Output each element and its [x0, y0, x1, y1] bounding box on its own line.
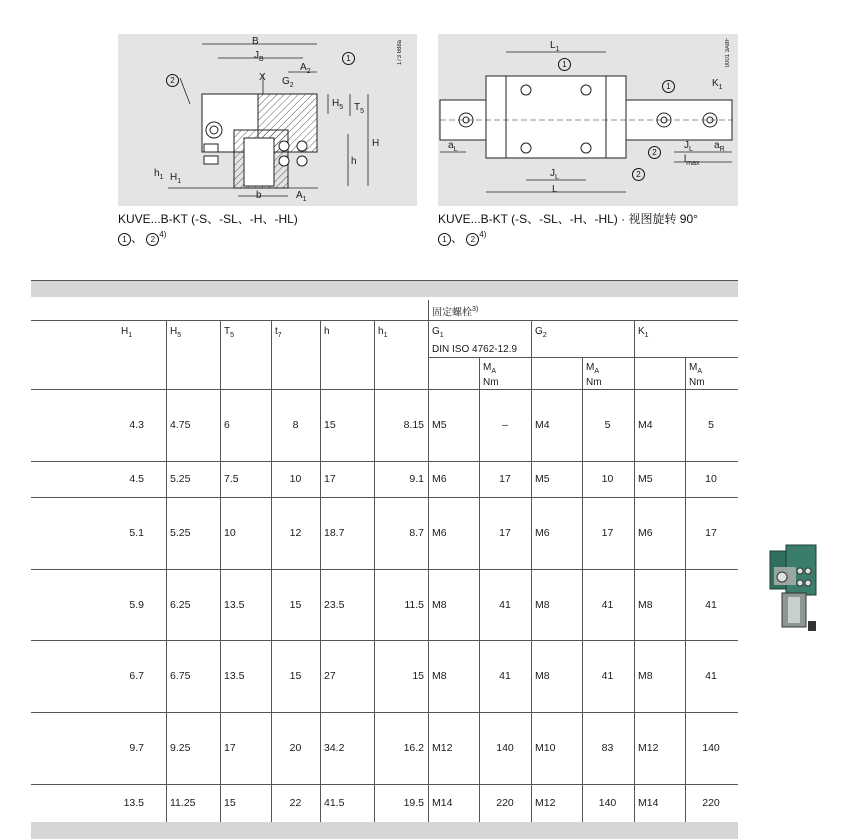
caption-left-note: 4): [159, 230, 167, 239]
table-cell: 4.3: [129, 419, 144, 431]
ma-unit: Nm: [689, 377, 705, 388]
table-cell: 220: [496, 797, 514, 809]
ma-sym: M: [586, 362, 595, 373]
col-sym: h: [324, 326, 330, 337]
ref-2b-right: [632, 166, 645, 181]
col-rule: [428, 300, 429, 822]
table-cell: 13.5: [224, 670, 245, 682]
table-cell: 15: [289, 670, 302, 682]
drawing-code-left: 173 688a: [397, 40, 403, 66]
dim-L: L: [552, 184, 558, 195]
col-sym: K: [638, 326, 645, 337]
dim-H5: [332, 98, 343, 114]
dim-G2-sub: 2: [289, 82, 294, 89]
table-cell: 15: [324, 419, 336, 431]
table-cell: 140: [598, 797, 617, 809]
caption-right-title: KUVE...B-KT (-S、-SL、-H、-HL) · 视图旋转 90°: [438, 212, 698, 226]
table-cell: M10: [535, 742, 556, 754]
table-cell: 220: [702, 797, 720, 809]
table-cell: 41.5: [324, 797, 345, 809]
table-cell: M6: [535, 527, 550, 539]
col-header-G1: [432, 326, 444, 342]
caption-left-title: KUVE...B-KT (-S、-SL、-H、-HL): [118, 212, 298, 226]
table-cell: 17: [705, 527, 717, 539]
dim-L1-sub: 1: [555, 46, 560, 53]
dim-H1: [170, 172, 181, 188]
table-cell: M8: [535, 670, 550, 682]
dim-h1: [154, 168, 163, 184]
col-sub: 1: [383, 332, 388, 339]
table-cell: 41: [601, 599, 614, 611]
table-cell: 6.75: [170, 670, 191, 682]
col-rule: [374, 320, 375, 822]
dim-aR-sym: a: [714, 140, 720, 151]
table-cell: 18.7: [324, 527, 345, 539]
col-sub: 1: [439, 332, 444, 339]
dim-lmax: [684, 154, 699, 170]
table-cell: 10: [601, 473, 614, 485]
col-sub: 1: [644, 332, 649, 339]
group-header-note: 3): [472, 306, 479, 313]
table-cell: 10: [705, 473, 717, 485]
rule: [31, 461, 738, 462]
dim-A2-sub: 2: [306, 68, 311, 75]
table-cell: 27: [324, 670, 336, 682]
table-cell: 7.5: [224, 473, 239, 485]
dim-X: X: [259, 72, 266, 83]
col-sub: 1: [128, 332, 133, 339]
col-rule: [479, 357, 480, 822]
table-cell: 15: [412, 670, 424, 682]
dim-aR: [714, 140, 725, 156]
dim-aL-sym: a: [448, 140, 454, 151]
dim-JL-sym: J: [550, 168, 555, 179]
table-cell: 15: [224, 797, 236, 809]
col-sym: h: [378, 326, 384, 337]
caption-left-sep: 、: [131, 231, 144, 245]
table-cell: M8: [638, 599, 653, 611]
rule: [31, 640, 738, 641]
table-cell: 4.5: [129, 473, 144, 485]
col-sub: 5: [177, 332, 182, 339]
col-header-h1: [378, 326, 387, 342]
drawing-code-right: 0001 3A8F: [725, 38, 731, 68]
table-cell: 11.5: [404, 599, 424, 611]
col-header-T5: [224, 326, 234, 342]
ref-1b-right-circle: 1: [662, 80, 675, 93]
col-rule: [582, 357, 583, 822]
product-thumbnail-svg: [766, 537, 820, 633]
rule: [429, 357, 738, 358]
table-cell: M4: [535, 419, 550, 431]
table-cell: 23.5: [324, 599, 345, 611]
table-cell: M8: [535, 599, 550, 611]
ref-2b-right-circle: 2: [632, 168, 645, 181]
dim-H1-sub: 1: [177, 178, 182, 185]
caption-left: [118, 212, 298, 246]
col-rule: [634, 320, 635, 822]
col-rule: [531, 320, 532, 822]
col-sym: H: [121, 326, 129, 337]
rule: [31, 784, 738, 785]
dim-lmax-sym: l: [684, 154, 687, 165]
col-rule: [271, 320, 272, 822]
col-sym: G: [432, 326, 440, 337]
table-cell: M6: [432, 527, 447, 539]
dim-h1-sym: h: [154, 168, 160, 179]
col-header-G2: [535, 326, 547, 342]
dim-K1: [712, 78, 723, 94]
table-cell: 6.25: [170, 599, 191, 611]
caption-right-ref2: 2: [466, 233, 479, 246]
table-cell: 5.9: [129, 599, 144, 611]
col-header-MA-1: [483, 362, 499, 388]
table-cell: 41: [601, 670, 614, 682]
dim-aL-sub: L: [453, 146, 458, 153]
dim-JL-right-sym: J: [684, 140, 689, 151]
bolt-standard: DIN ISO 4762-12.9: [432, 344, 518, 355]
dim-H1-sym: H: [170, 172, 178, 183]
rule: [31, 320, 738, 321]
caption-right-sep: 、: [451, 231, 464, 245]
ref-1b-right: [662, 78, 675, 93]
dim-h: h: [351, 156, 357, 167]
table-top-bar: [31, 280, 738, 297]
table-cell: 17: [499, 473, 511, 485]
dim-JB-sym: J: [254, 50, 259, 61]
table-cell: 8: [292, 419, 299, 431]
table-cell: 16.2: [403, 742, 424, 754]
dim-JB-sub: B: [259, 56, 264, 63]
ma-sym: M: [689, 362, 698, 373]
table-cell: 41: [705, 670, 717, 682]
product-thumbnail: [766, 537, 820, 633]
table-cell: 83: [601, 742, 614, 754]
caption-right-ref1: 1: [438, 233, 451, 246]
dim-L1-sym: L: [550, 40, 556, 51]
table-cell: M8: [432, 599, 447, 611]
col-sub: 2: [542, 332, 547, 339]
table-cell: 20: [289, 742, 302, 754]
table-cell: 8.15: [403, 419, 424, 431]
table-cell: 9.1: [409, 473, 424, 485]
table-cell: 17: [324, 473, 336, 485]
table-cell: –: [502, 419, 508, 431]
table-cell: M8: [432, 670, 447, 682]
table-cell: 12: [289, 527, 302, 539]
col-sym: H: [170, 326, 178, 337]
group-header: [432, 304, 478, 319]
col-sub: 5: [230, 332, 235, 339]
dim-A1-sym: A: [296, 190, 303, 201]
ma-sub: A: [697, 368, 703, 375]
dim-B: B: [252, 36, 259, 47]
table-cell: 15: [289, 599, 302, 611]
table-cell: 13.5: [123, 797, 144, 809]
dim-T5: [354, 102, 364, 118]
dim-b: b: [256, 190, 262, 201]
top-view-svg: [438, 34, 738, 206]
ref-2-right: [648, 144, 661, 159]
table-cell: 13.5: [224, 599, 245, 611]
table-cell: 5.25: [170, 527, 191, 539]
table-cell: 5.25: [170, 473, 191, 485]
table-cell: M12: [432, 742, 453, 754]
dim-A1: [296, 190, 307, 206]
dim-h1-sub: 1: [159, 174, 164, 181]
caption-left-ref1: 1: [118, 233, 131, 246]
top-view-drawing: [438, 34, 738, 206]
ref-2-right-circle: 2: [648, 146, 661, 159]
table-cell: 5: [708, 419, 714, 431]
dim-K1-sym: K: [712, 78, 719, 89]
table-cell: 34.2: [324, 742, 345, 754]
dim-G2-sym: G: [282, 76, 290, 87]
col-rule: [685, 357, 686, 822]
table-cell: M14: [638, 797, 659, 809]
caption-left-ref2: 2: [146, 233, 159, 246]
dim-K1-sub: 1: [718, 84, 723, 91]
table-cell: 17: [499, 527, 511, 539]
col-sub: 7: [277, 332, 282, 339]
col-header-H1: [121, 326, 132, 342]
ma-sym: M: [483, 362, 492, 373]
table-cell: 19.5: [403, 797, 424, 809]
rule: [31, 389, 738, 390]
dim-H5-sub: 5: [339, 104, 344, 111]
col-header-t7: [275, 326, 282, 342]
table-cell: 140: [702, 742, 720, 754]
table-cell: M5: [432, 419, 447, 431]
caption-right-note: 4): [479, 230, 487, 239]
table-cell: 9.25: [170, 742, 191, 754]
col-rule: [220, 320, 221, 822]
table-cell: 6: [224, 419, 230, 431]
table-bottom-bar: [31, 822, 738, 839]
ref-1-right: [558, 56, 571, 71]
dim-T5-sub: 5: [360, 108, 365, 115]
ref-1-left-circle: 1: [342, 52, 355, 65]
table-cell: 10: [224, 527, 236, 539]
dim-L1: [550, 40, 559, 56]
dim-aL: [448, 140, 457, 156]
col-header-K1: [638, 326, 649, 342]
table-cell: 22: [289, 797, 302, 809]
ref-1-right-circle: 1: [558, 58, 571, 71]
dim-JL: [550, 168, 559, 184]
dim-A1-sub: 1: [302, 196, 307, 203]
table-cell: M6: [432, 473, 447, 485]
table-cell: 8.7: [409, 527, 424, 539]
caption-left-refs: [118, 227, 298, 246]
table-cell: 5: [604, 419, 611, 431]
table-cell: M12: [535, 797, 556, 809]
table-cell: M14: [432, 797, 453, 809]
table-cell: 10: [289, 473, 302, 485]
table-cell: 6.7: [129, 670, 144, 682]
dim-A2: [300, 62, 311, 78]
table-cell: 17: [601, 527, 614, 539]
table-cell: 11.25: [170, 797, 196, 809]
table-cell: 41: [499, 599, 511, 611]
table-cell: M5: [638, 473, 653, 485]
dim-A2-sym: A: [300, 62, 307, 73]
ma-sub: A: [594, 368, 600, 375]
ref-1-left: [342, 50, 355, 65]
col-header-h: [324, 326, 330, 338]
col-sym: G: [535, 326, 543, 337]
rule: [31, 280, 738, 281]
table-cell: 5.1: [129, 527, 144, 539]
table-cell: 17: [224, 742, 236, 754]
dim-JB: [254, 50, 264, 66]
table-cell: M4: [638, 419, 653, 431]
ref-2-left: [166, 72, 179, 87]
dim-H: H: [372, 138, 380, 149]
table-cell: M5: [535, 473, 550, 485]
table-cell: 140: [496, 742, 514, 754]
ref-2-left-circle: 2: [166, 74, 179, 87]
col-header-MA-3: [689, 362, 705, 388]
table-cell: 41: [705, 599, 717, 611]
cross-section-drawing: [118, 34, 417, 206]
table-cell: M12: [638, 742, 659, 754]
table-cell: M8: [638, 670, 653, 682]
rule: [31, 712, 738, 713]
caption-right-refs: [438, 227, 698, 246]
dim-JL-sub: L: [555, 174, 559, 181]
caption-right: [438, 212, 698, 246]
col-sym: t: [275, 326, 278, 337]
rule: [31, 497, 738, 498]
dim-G2: [282, 76, 294, 92]
ma-unit: Nm: [586, 377, 602, 388]
rule: [31, 569, 738, 570]
col-rule: [320, 320, 321, 822]
col-rule: [166, 320, 167, 822]
ma-unit: Nm: [483, 377, 499, 388]
col-sym: T: [224, 326, 231, 337]
dim-JL-right-sub: L: [689, 146, 693, 153]
col-header-H5: [170, 326, 181, 342]
table-cell: M6: [638, 527, 653, 539]
dim-aR-sub: R: [719, 146, 725, 153]
dim-lmax-sub: max: [686, 160, 700, 167]
table-cell: 9.7: [129, 742, 144, 754]
col-header-MA-2: [586, 362, 602, 388]
table-cell: 4.75: [170, 419, 191, 431]
ma-sub: A: [491, 368, 497, 375]
dim-H5-sym: H: [332, 98, 340, 109]
dim-T5-sym: T: [354, 102, 361, 113]
table-cell: 41: [499, 670, 511, 682]
group-header-text: 固定螺栓: [432, 307, 472, 319]
